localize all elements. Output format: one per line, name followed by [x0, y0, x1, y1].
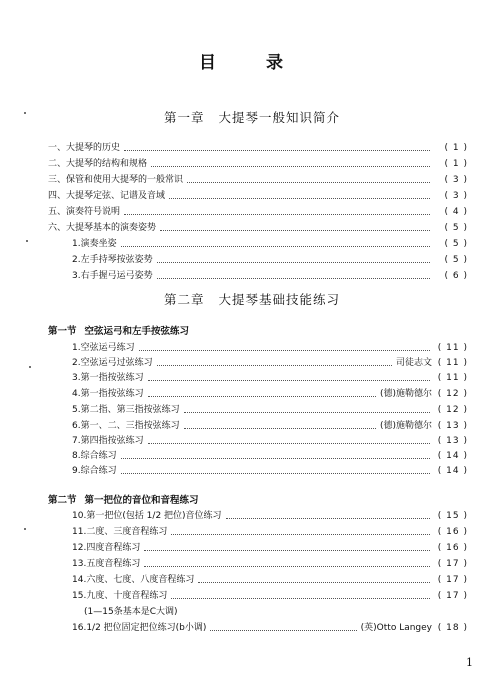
section-1-number: 第一节: [48, 326, 77, 337]
section-2-heading: [48, 492, 199, 506]
toc-page-ref: ( 6 ): [444, 271, 468, 281]
toc-row: [72, 448, 468, 462]
toc-row: [72, 463, 468, 477]
toc-row: [72, 386, 468, 400]
toc-page-ref: ( 3 ): [444, 175, 468, 185]
toc-row: [48, 172, 468, 186]
toc-label: 5.第二指、第三指按弦练习: [72, 405, 180, 415]
scan-speck: [29, 366, 31, 368]
toc-label: 一、大提琴的历史: [48, 143, 121, 153]
toc-row: [72, 620, 468, 634]
page-title: 目 录: [199, 53, 305, 73]
toc-row: [48, 156, 468, 170]
toc-page-ref: ( 5 ): [444, 255, 468, 265]
page-number: 1: [466, 656, 473, 669]
toc-row: [72, 340, 468, 354]
toc-label: 六、大提琴基本的演奏姿势: [48, 223, 157, 233]
toc-row: [72, 236, 468, 250]
toc-label: 四、大提琴定弦、记谱及音域: [48, 191, 166, 201]
toc-page-ref: ( 18 ): [437, 623, 468, 633]
toc-label: 6.第一、二、三指按弦练习: [72, 421, 180, 431]
scan-speck: [24, 528, 26, 530]
toc-page-ref: ( 15 ): [437, 511, 468, 521]
toc-label: 9.综合练习: [72, 466, 117, 476]
chapter-2-number: 第二章: [163, 292, 205, 307]
toc-page-ref: ( 12 ): [437, 405, 468, 415]
toc-label: 五、演奏符号说明: [48, 207, 121, 217]
scan-speck: [24, 112, 26, 114]
toc-row: [72, 370, 468, 384]
toc-label: 14.六度、七度、八度音程练习: [72, 575, 195, 585]
toc-page-ref: ( 17 ): [437, 559, 468, 569]
toc-row: [72, 252, 468, 266]
toc-label: 2.左手持琴按弦姿势: [72, 255, 153, 265]
chapter-2-heading: [0, 290, 504, 308]
toc-page-ref: ( 17 ): [437, 591, 468, 601]
toc-author: (英)Otto Langey: [360, 623, 432, 633]
toc-row: [72, 268, 468, 282]
toc-page-ref: ( 17 ): [437, 575, 468, 585]
toc-page-ref: ( 14 ): [437, 466, 468, 476]
toc-page-ref: ( 4 ): [444, 207, 468, 217]
toc-page-ref: ( 13 ): [437, 436, 468, 446]
toc-row: [72, 418, 468, 432]
toc-label: 1.空弦运弓练习: [72, 343, 135, 353]
toc-row: [48, 140, 468, 154]
toc-page-ref: ( 1 ): [444, 159, 468, 169]
toc-page-ref: ( 1 ): [444, 143, 468, 153]
toc-label: 12.四度音程练习: [72, 543, 141, 553]
toc-label: 10.第一把位(包括 1/2 把位)音位练习: [72, 511, 222, 521]
toc-page-ref: ( 11 ): [437, 358, 468, 368]
toc-label: 8.综合练习: [72, 451, 117, 461]
section-1-heading: [48, 323, 189, 337]
section-2-number: 第二节: [48, 495, 77, 506]
toc-row: [72, 508, 468, 522]
toc-page-ref: ( 12 ): [437, 389, 468, 399]
section-1-name: 空弦运弓和左手按弦练习: [84, 326, 190, 337]
toc-label: 7.第四指按弦练习: [72, 436, 144, 446]
chapter-1-number: 第一章: [163, 110, 205, 125]
toc-row: [72, 588, 468, 602]
toc-row: [72, 572, 468, 586]
toc-row: [72, 540, 468, 554]
chapter-1-name: 大提琴一般知识简介: [218, 110, 341, 125]
chapter-1-heading: [0, 108, 504, 126]
toc-page-ref: ( 11 ): [437, 373, 468, 383]
toc-label: 13.五度音程练习: [72, 559, 141, 569]
toc-page-ref: ( 16 ): [437, 527, 468, 537]
toc-page-ref: ( 13 ): [437, 421, 468, 431]
chapter-2-name: 大提琴基础技能练习: [218, 292, 341, 307]
toc-author: 司徒志文: [395, 358, 432, 368]
toc-row: [48, 204, 468, 218]
toc-row: [72, 402, 468, 416]
toc-label: 4.第一指按弦练习: [72, 389, 144, 399]
toc-label: 3.第一指按弦练习: [72, 373, 144, 383]
toc-row: [48, 220, 468, 234]
toc-label: 1.演奏坐姿: [72, 239, 117, 249]
toc-page-ref: ( 5 ): [444, 239, 468, 249]
toc-author: (德)施勒德尔: [379, 421, 432, 431]
toc-row: [72, 556, 468, 570]
toc-row: [48, 188, 468, 202]
toc-author: (德)施勒德尔: [379, 389, 432, 399]
scan-speck: [26, 240, 28, 242]
toc-page-ref: ( 11 ): [437, 343, 468, 353]
toc-label: 2.空弦运弓过弦练习: [72, 358, 153, 368]
toc-row: [72, 355, 468, 369]
toc-label: 二、大提琴的结构和规格: [48, 159, 148, 169]
toc-page-ref: ( 5 ): [444, 223, 468, 233]
toc-page-ref: ( 16 ): [437, 543, 468, 553]
section-2-name: 第一把位的音位和音程练习: [84, 495, 199, 506]
toc-label: 16.1/2 把位固定把位练习(b小调): [72, 623, 207, 633]
toc-label: 15.九度、十度音程练习: [72, 591, 168, 601]
toc-page-ref: ( 3 ): [444, 191, 468, 201]
section-note: (1—15条基本是C大调): [84, 607, 178, 617]
toc-row: [72, 524, 468, 538]
toc-label: 三、保管和使用大提琴的一般常识: [48, 175, 184, 185]
toc-label: 3.右手握弓运弓姿势: [72, 271, 153, 281]
toc-page-ref: ( 14 ): [437, 451, 468, 461]
toc-label: 11.二度、三度音程练习: [72, 527, 168, 537]
toc-row: [72, 433, 468, 447]
